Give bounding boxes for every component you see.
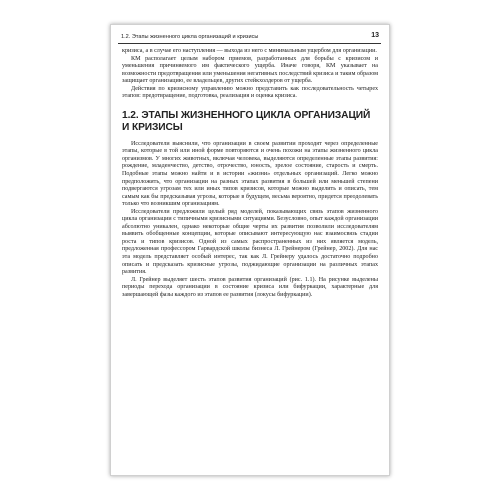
running-title: 1.2. Этапы жизненного цикла организаций и кризисы bbox=[121, 34, 259, 40]
page-number: 13 bbox=[371, 32, 379, 39]
paragraph: кризиса, а в случае его наступления — выхода из него с минимальным ущербом для организации. bbox=[122, 48, 377, 54]
paragraph: Л. Грейнер выделяет шесть этапов развития организаций (рис. 1.1). На рисунке выделены периоды перехода организации в состояние кризиса или бифуркации, характерные для завершающей фазы каждого из этапов ее развития (локусы бифуркации). bbox=[122, 276, 378, 298]
running-header bbox=[118, 31, 381, 44]
section-heading-line1: 1.2. ЭТАПЫ ЖИЗНЕННОГО ЦИКЛА ОРГАНИЗАЦИЙ bbox=[122, 109, 371, 121]
paragraph: КМ располагает целым набором приемов, разработанных для борьбы с кризисом и уменьшения причиняемого им фактического ущерба. Иначе говоря, КМ указывает на возможности предотвращения или уменьшения негативных последствий кризиса и таким образом защищает организацию, ее владельцев, других стейкхолдеров от ущерба. bbox=[122, 55, 379, 85]
page-body bbox=[122, 48, 378, 299]
paragraph: Исследователи выяснили, что организации в своем развитии проходят через определенные этапы, которые в той или иной форме повторяются и очень похожи на этапы жизненного цикла организмов. У многих животных, включая человека, выделяются определенные этапы развития: рождение, младенчество, детство, отрочество, юность, зрелое состояние, старость и смерть. Подобные этапы можно найти и в истории «жизни» отдельных организаций. Легко можно предположить, что организации на разных этапах развития в большей или меньшей степени подвергаются угрозам тех или иных типов кризисов, которые можно выделить и описать, тем самым как бы предсказывая угрозы, которые в будущем, весьма вероятно, придется преодолевать только что возникшим организациям. bbox=[122, 140, 378, 208]
book-page bbox=[110, 24, 390, 476]
paragraph: Исследователи предложили целый ряд моделей, показывающих связь этапов жизненного цикла организации с типичными кризисными ситуациями. Безусловно, опыт каждой организации абсолютно уникален, однако некоторые общие черты их развития позволили исследователям выявить обобщенные концепции, которые описывают интересующую нас взаимосвязь стадии роста и типов кризисов. Одной из самых распространенных из них является модель, предложенная профессором Гарвардской школы бизнеса Л. Грейнером (Грейнер, 2002). Для нас эта модель представляет особый интерес, так как Л. Грейнеру удалось достаточно подробно описать и предсказать кризисные угрозы, поджидающие организации на различных этапах развития. bbox=[122, 208, 378, 276]
section-heading bbox=[122, 110, 378, 135]
section-heading-line2: И КРИЗИСЫ bbox=[122, 122, 183, 134]
paragraph: Действия по кризисному управлению можно представить как последовательность четырех этапов: предотвращение, подготовка, реализация и оценка кризиса. bbox=[122, 85, 378, 100]
